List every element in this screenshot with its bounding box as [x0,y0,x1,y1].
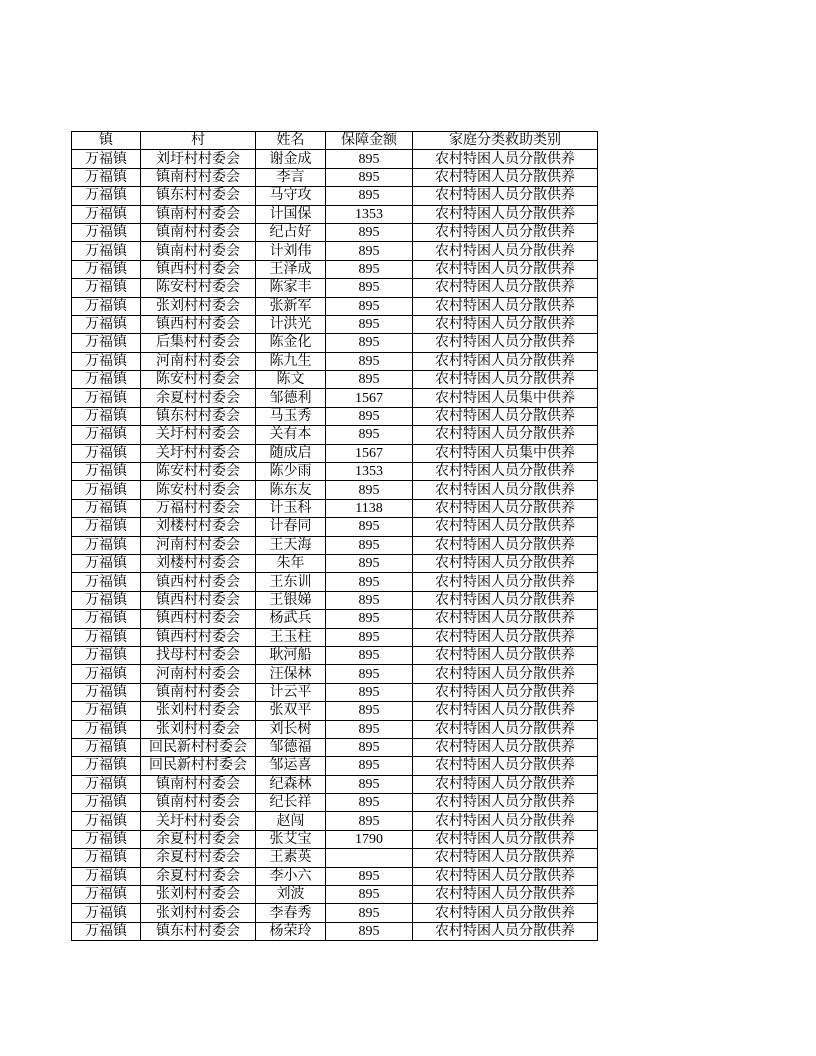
table-row [72,242,598,260]
cell-village: 后集村村委会 [141,334,256,352]
cell-amount: 895 [326,260,413,278]
header-row [72,132,598,150]
cell-name: 李春秀 [256,904,326,922]
cell-amount: 895 [326,702,413,720]
cell-village: 张刘村村委会 [141,297,256,315]
table-row [72,407,598,425]
cell-village: 镇西村村委会 [141,610,256,628]
cell-category: 农村特困人员分散供养 [413,187,598,205]
cell-amount [326,849,413,867]
table-row [72,315,598,333]
cell-name: 邹德福 [256,738,326,756]
cell-name: 纪森林 [256,775,326,793]
cell-category: 农村特困人员分散供养 [413,205,598,223]
cell-village: 镇西村村委会 [141,260,256,278]
cell-village: 余夏村村委会 [141,830,256,848]
cell-village: 镇南村村委会 [141,775,256,793]
cell-category: 农村特困人员分散供养 [413,242,598,260]
cell-town: 万福镇 [72,352,141,370]
cell-village: 余夏村村委会 [141,867,256,885]
cell-category: 农村特困人员分散供养 [413,610,598,628]
cell-amount: 895 [326,867,413,885]
table-row [72,794,598,812]
cell-town: 万福镇 [72,738,141,756]
cell-name: 王素英 [256,849,326,867]
cell-amount: 895 [326,665,413,683]
table-row [72,334,598,352]
cell-category: 农村特困人员分散供养 [413,794,598,812]
cell-name: 计洪光 [256,315,326,333]
cell-category: 农村特困人员分散供养 [413,591,598,609]
cell-village: 张刘村村委会 [141,886,256,904]
cell-town: 万福镇 [72,867,141,885]
cell-category: 农村特困人员分散供养 [413,683,598,701]
table-row [72,702,598,720]
cell-name: 计国保 [256,205,326,223]
cell-category: 农村特困人员分散供养 [413,150,598,168]
cell-town: 万福镇 [72,334,141,352]
cell-town: 万福镇 [72,242,141,260]
cell-town: 万福镇 [72,628,141,646]
table-row [72,389,598,407]
cell-category: 农村特困人员分散供养 [413,830,598,848]
cell-town: 万福镇 [72,187,141,205]
cell-town: 万福镇 [72,389,141,407]
cell-town: 万福镇 [72,315,141,333]
cell-amount: 895 [326,371,413,389]
cell-name: 陈少雨 [256,463,326,481]
table-row [72,168,598,186]
table-row [72,573,598,591]
cell-category: 农村特困人员分散供养 [413,315,598,333]
cell-amount: 895 [326,168,413,186]
cell-town: 万福镇 [72,830,141,848]
cell-category: 农村特困人员分散供养 [413,904,598,922]
cell-village: 万福村村委会 [141,499,256,517]
cell-amount: 1138 [326,499,413,517]
cell-amount: 895 [326,922,413,940]
table-row [72,628,598,646]
cell-village: 回民新村村委会 [141,738,256,756]
cell-category: 农村特困人员分散供养 [413,297,598,315]
cell-amount: 1790 [326,830,413,848]
cell-amount: 895 [326,315,413,333]
cell-village: 陈安村村委会 [141,481,256,499]
table-row [72,886,598,904]
cell-name: 陈九生 [256,352,326,370]
cell-village: 刘楼村村委会 [141,518,256,536]
table-row [72,444,598,462]
cell-name: 关有本 [256,426,326,444]
cell-name: 王银娣 [256,591,326,609]
cell-category: 农村特困人员集中供养 [413,389,598,407]
cell-town: 万福镇 [72,757,141,775]
table-row [72,646,598,664]
cell-name: 杨武兵 [256,610,326,628]
table-row [72,757,598,775]
cell-category: 农村特困人员分散供养 [413,646,598,664]
cell-town: 万福镇 [72,720,141,738]
cell-town: 万福镇 [72,518,141,536]
cell-village: 张刘村村委会 [141,904,256,922]
cell-name: 马玉秀 [256,407,326,425]
cell-amount: 895 [326,536,413,554]
cell-name: 朱年 [256,554,326,572]
cell-name: 计玉科 [256,499,326,517]
relief-roster-table [71,131,598,941]
cell-amount: 895 [326,426,413,444]
cell-town: 万福镇 [72,371,141,389]
cell-category: 农村特困人员分散供养 [413,665,598,683]
cell-village: 关圩村村委会 [141,444,256,462]
cell-village: 镇南村村委会 [141,205,256,223]
cell-village: 镇南村村委会 [141,168,256,186]
cell-town: 万福镇 [72,426,141,444]
cell-category: 农村特困人员集中供养 [413,444,598,462]
cell-amount: 895 [326,352,413,370]
cell-village: 陈安村村委会 [141,279,256,297]
cell-village: 镇东村村委会 [141,407,256,425]
cell-amount: 895 [326,242,413,260]
cell-category: 农村特困人员分散供养 [413,849,598,867]
cell-village: 张刘村村委会 [141,720,256,738]
cell-name: 张双平 [256,702,326,720]
cell-category: 农村特困人员分散供养 [413,867,598,885]
header-town: 镇 [72,132,141,150]
cell-village: 刘圩村村委会 [141,150,256,168]
table-row [72,720,598,738]
cell-name: 邹德利 [256,389,326,407]
table-row [72,463,598,481]
cell-name: 汪保林 [256,665,326,683]
cell-village: 镇西村村委会 [141,628,256,646]
cell-category: 农村特困人员分散供养 [413,738,598,756]
cell-name: 计刘伟 [256,242,326,260]
cell-amount: 895 [326,775,413,793]
cell-amount: 895 [326,812,413,830]
cell-town: 万福镇 [72,646,141,664]
cell-town: 万福镇 [72,407,141,425]
cell-amount: 895 [326,757,413,775]
cell-amount: 895 [326,554,413,572]
cell-village: 镇南村村委会 [141,242,256,260]
cell-amount: 895 [326,591,413,609]
cell-category: 农村特困人员分散供养 [413,554,598,572]
cell-name: 计春同 [256,518,326,536]
table-row [72,279,598,297]
cell-name: 随成启 [256,444,326,462]
table-row [72,830,598,848]
cell-category: 农村特困人员分散供养 [413,481,598,499]
table-row [72,150,598,168]
cell-category: 农村特困人员分散供养 [413,352,598,370]
cell-village: 镇南村村委会 [141,794,256,812]
cell-category: 农村特困人员分散供养 [413,371,598,389]
cell-amount: 895 [326,738,413,756]
cell-amount: 895 [326,518,413,536]
cell-town: 万福镇 [72,812,141,830]
table-row [72,922,598,940]
cell-town: 万福镇 [72,499,141,517]
table-row [72,610,598,628]
header-amount: 保障金额 [326,132,413,150]
cell-amount: 895 [326,407,413,425]
cell-category: 农村特困人员分散供养 [413,922,598,940]
cell-name: 王东训 [256,573,326,591]
cell-town: 万福镇 [72,665,141,683]
cell-name: 陈金化 [256,334,326,352]
cell-village: 找母村村委会 [141,646,256,664]
cell-amount: 895 [326,610,413,628]
cell-amount: 1353 [326,463,413,481]
header-name: 姓名 [256,132,326,150]
table-row [72,352,598,370]
cell-village: 镇南村村委会 [141,223,256,241]
table-row [72,518,598,536]
header-village: 村 [141,132,256,150]
cell-amount: 895 [326,573,413,591]
cell-town: 万福镇 [72,297,141,315]
cell-town: 万福镇 [72,922,141,940]
cell-category: 农村特困人员分散供养 [413,720,598,738]
cell-town: 万福镇 [72,168,141,186]
table-row [72,591,598,609]
table-row [72,426,598,444]
cell-name: 杨荣玲 [256,922,326,940]
cell-category: 农村特困人员分散供养 [413,223,598,241]
cell-town: 万福镇 [72,610,141,628]
table-row [72,260,598,278]
cell-amount: 895 [326,279,413,297]
table-row [72,371,598,389]
cell-amount: 895 [326,794,413,812]
cell-town: 万福镇 [72,536,141,554]
cell-town: 万福镇 [72,591,141,609]
cell-name: 计云平 [256,683,326,701]
cell-village: 河南村村委会 [141,352,256,370]
cell-village: 关圩村村委会 [141,426,256,444]
table-row [72,223,598,241]
cell-name: 陈文 [256,371,326,389]
cell-amount: 895 [326,646,413,664]
table-row [72,554,598,572]
cell-name: 纪占好 [256,223,326,241]
table-row [72,205,598,223]
cell-amount: 895 [326,904,413,922]
cell-category: 农村特困人员分散供养 [413,407,598,425]
cell-town: 万福镇 [72,886,141,904]
cell-town: 万福镇 [72,904,141,922]
cell-name: 王玉柱 [256,628,326,646]
cell-name: 张艾宝 [256,830,326,848]
table-row [72,297,598,315]
cell-village: 陈安村村委会 [141,371,256,389]
cell-category: 农村特困人员分散供养 [413,757,598,775]
table-row [72,499,598,517]
cell-name: 刘波 [256,886,326,904]
cell-category: 农村特困人员分散供养 [413,702,598,720]
table-row [72,665,598,683]
cell-amount: 895 [326,886,413,904]
cell-village: 关圩村村委会 [141,812,256,830]
cell-name: 马守攻 [256,187,326,205]
cell-village: 镇西村村委会 [141,591,256,609]
cell-name: 王天海 [256,536,326,554]
cell-category: 农村特困人员分散供养 [413,775,598,793]
cell-village: 镇西村村委会 [141,573,256,591]
cell-village: 余夏村村委会 [141,389,256,407]
table-row [72,481,598,499]
cell-amount: 895 [326,297,413,315]
cell-town: 万福镇 [72,260,141,278]
cell-town: 万福镇 [72,554,141,572]
cell-category: 农村特困人员分散供养 [413,499,598,517]
cell-name: 刘长树 [256,720,326,738]
cell-town: 万福镇 [72,481,141,499]
cell-town: 万福镇 [72,205,141,223]
table-row [72,812,598,830]
table-body [72,150,598,941]
table-row [72,536,598,554]
cell-name: 李言 [256,168,326,186]
table-row [72,683,598,701]
cell-category: 农村特困人员分散供养 [413,260,598,278]
cell-name: 张新军 [256,297,326,315]
header-category: 家庭分类救助类别 [413,132,598,150]
cell-village: 刘楼村村委会 [141,554,256,572]
cell-category: 农村特困人员分散供养 [413,518,598,536]
cell-village: 陈安村村委会 [141,463,256,481]
cell-category: 农村特困人员分散供养 [413,463,598,481]
cell-amount: 1567 [326,389,413,407]
table-row [72,187,598,205]
cell-village: 张刘村村委会 [141,702,256,720]
cell-name: 陈家丰 [256,279,326,297]
cell-amount: 895 [326,334,413,352]
cell-town: 万福镇 [72,279,141,297]
table-row [72,867,598,885]
cell-category: 农村特困人员分散供养 [413,168,598,186]
cell-amount: 895 [326,683,413,701]
table-row [72,904,598,922]
cell-village: 回民新村村委会 [141,757,256,775]
table-row [72,775,598,793]
cell-amount: 895 [326,628,413,646]
table-row [72,738,598,756]
cell-village: 镇东村村委会 [141,922,256,940]
cell-category: 农村特困人员分散供养 [413,279,598,297]
cell-town: 万福镇 [72,223,141,241]
cell-town: 万福镇 [72,444,141,462]
cell-amount: 895 [326,150,413,168]
cell-category: 农村特困人员分散供养 [413,334,598,352]
cell-name: 赵闯 [256,812,326,830]
cell-town: 万福镇 [72,463,141,481]
cell-town: 万福镇 [72,702,141,720]
cell-category: 农村特困人员分散供养 [413,628,598,646]
cell-village: 镇西村村委会 [141,315,256,333]
cell-amount: 1567 [326,444,413,462]
cell-name: 耿河船 [256,646,326,664]
cell-town: 万福镇 [72,150,141,168]
cell-village: 镇东村村委会 [141,187,256,205]
cell-name: 王泽成 [256,260,326,278]
cell-name: 纪长祥 [256,794,326,812]
cell-name: 陈东友 [256,481,326,499]
cell-name: 邹运喜 [256,757,326,775]
cell-category: 农村特困人员分散供养 [413,536,598,554]
cell-village: 镇南村村委会 [141,683,256,701]
cell-town: 万福镇 [72,849,141,867]
cell-amount: 895 [326,223,413,241]
table-row [72,849,598,867]
cell-category: 农村特困人员分散供养 [413,426,598,444]
cell-name: 李小六 [256,867,326,885]
cell-amount: 895 [326,187,413,205]
cell-town: 万福镇 [72,573,141,591]
cell-village: 河南村村委会 [141,665,256,683]
cell-category: 农村特困人员分散供养 [413,812,598,830]
cell-amount: 1353 [326,205,413,223]
cell-amount: 895 [326,481,413,499]
cell-village: 河南村村委会 [141,536,256,554]
cell-amount: 895 [326,720,413,738]
cell-name: 谢金成 [256,150,326,168]
cell-town: 万福镇 [72,683,141,701]
cell-category: 农村特困人员分散供养 [413,573,598,591]
cell-village: 余夏村村委会 [141,849,256,867]
cell-town: 万福镇 [72,794,141,812]
cell-category: 农村特困人员分散供养 [413,886,598,904]
cell-town: 万福镇 [72,775,141,793]
